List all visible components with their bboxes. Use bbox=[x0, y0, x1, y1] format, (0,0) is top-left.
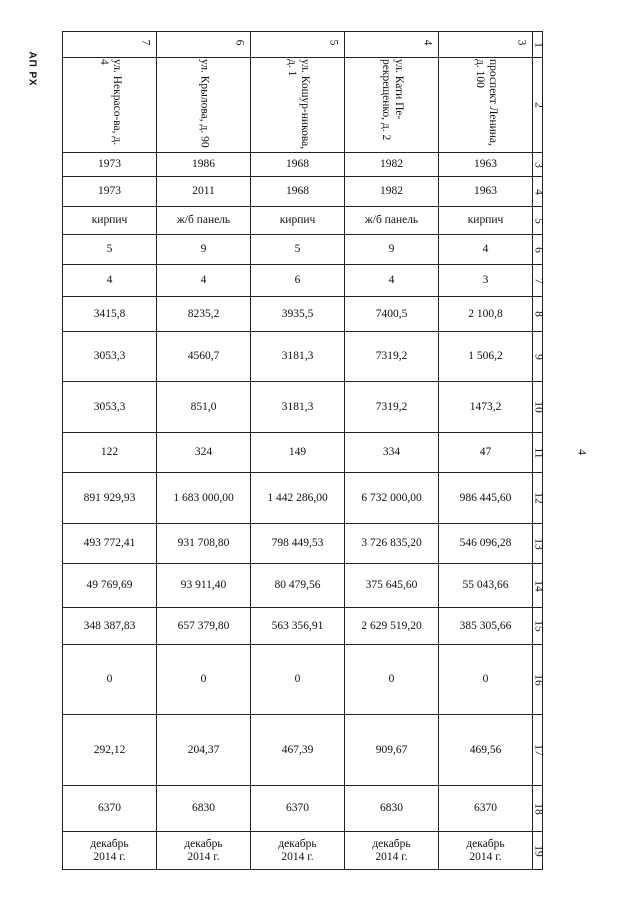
table-cell: 6 bbox=[251, 265, 345, 297]
table-cell: кирпич bbox=[63, 207, 157, 235]
table-cell: 493 772,41 bbox=[63, 524, 157, 564]
table-row bbox=[63, 524, 543, 564]
column-number: 3 bbox=[515, 39, 528, 46]
row-number: 12 bbox=[532, 492, 544, 504]
table-cell: кирпич bbox=[251, 207, 345, 235]
column-number-cell bbox=[63, 32, 157, 58]
row-number-cell bbox=[533, 32, 543, 58]
table-row bbox=[63, 332, 543, 382]
table-cell: 1963 bbox=[439, 177, 533, 207]
row-number-cell bbox=[533, 832, 543, 870]
date-month: декабрь bbox=[90, 837, 129, 850]
archive-stamp-text: АП РХ bbox=[26, 51, 38, 87]
table-cell: 1963 bbox=[439, 153, 533, 177]
table-cell: 1968 bbox=[251, 153, 345, 177]
table-cell: ж/б панель bbox=[157, 207, 251, 235]
table-cell: 3053,3 bbox=[63, 332, 157, 382]
row-number: 2 bbox=[532, 102, 544, 108]
table-cell: 6370 bbox=[439, 786, 533, 832]
date-year: 2014 г. bbox=[281, 850, 314, 863]
table-cell: 5 bbox=[251, 235, 345, 265]
table-cell: 149 bbox=[251, 433, 345, 473]
page-number bbox=[572, 444, 592, 460]
table-cell: 1973 bbox=[63, 177, 157, 207]
table-cell: 3181,3 bbox=[251, 382, 345, 433]
table-cell: 4 bbox=[439, 235, 533, 265]
table-cell: 3415,8 bbox=[63, 297, 157, 332]
row-number-cell bbox=[533, 177, 543, 207]
row-number: 1 bbox=[532, 41, 544, 48]
table-cell: 1982 bbox=[345, 177, 439, 207]
table-cell: 2011 bbox=[157, 177, 251, 207]
table-cell: 1982 bbox=[345, 153, 439, 177]
address-text: ул. Некрасо-ва, д. 4 bbox=[97, 59, 123, 146]
address-cell bbox=[157, 58, 251, 153]
row-number-cell bbox=[533, 58, 543, 153]
table-row bbox=[63, 265, 543, 297]
table-cell: 0 bbox=[345, 645, 439, 715]
table-cell: 657 379,80 bbox=[157, 608, 251, 645]
table-cell: 0 bbox=[439, 645, 533, 715]
table-cell: 55 043,66 bbox=[439, 564, 533, 608]
row-number: 18 bbox=[532, 802, 544, 815]
address-cell bbox=[345, 58, 439, 153]
table-cell: 1473,2 bbox=[439, 382, 533, 433]
table-cell: 5 bbox=[63, 235, 157, 265]
table-row bbox=[63, 564, 543, 608]
row-number-cell bbox=[533, 715, 543, 786]
table-cell: 798 449,53 bbox=[251, 524, 345, 564]
table-cell: 7400,5 bbox=[345, 297, 439, 332]
table-cell: 334 bbox=[345, 433, 439, 473]
table-cell: 7319,2 bbox=[345, 332, 439, 382]
table-row bbox=[63, 207, 543, 235]
table-cell: 6830 bbox=[157, 786, 251, 832]
table-row bbox=[63, 473, 543, 524]
date-month: декабрь bbox=[372, 837, 411, 850]
table-cell: 0 bbox=[251, 645, 345, 715]
table-cell: 6370 bbox=[251, 786, 345, 832]
row-number-cell bbox=[533, 207, 543, 235]
table-cell: 1986 bbox=[157, 153, 251, 177]
address-text: проспект Ленина, д. 100 bbox=[473, 59, 499, 146]
row-number-cell bbox=[533, 473, 543, 524]
table-row bbox=[63, 382, 543, 433]
housing-table bbox=[62, 31, 543, 870]
address-cell bbox=[63, 58, 157, 153]
table-cell: 3935,5 bbox=[251, 297, 345, 332]
table-cell: 80 479,56 bbox=[251, 564, 345, 608]
row-number: 15 bbox=[532, 620, 544, 632]
table-cell: 292,12 bbox=[63, 715, 157, 786]
table-cell: 1973 bbox=[63, 153, 157, 177]
date-cell bbox=[251, 832, 345, 870]
table-cell: 375 645,60 bbox=[345, 564, 439, 608]
table-row bbox=[63, 715, 543, 786]
column-number-row bbox=[63, 32, 543, 58]
table-cell: 9 bbox=[345, 235, 439, 265]
table-cell: 0 bbox=[157, 645, 251, 715]
table-cell: 1968 bbox=[251, 177, 345, 207]
column-number: 6 bbox=[233, 39, 246, 46]
table-cell: 546 096,28 bbox=[439, 524, 533, 564]
row-number-cell bbox=[533, 332, 543, 382]
table-cell: 986 445,60 bbox=[439, 473, 533, 524]
column-number: 7 bbox=[139, 39, 152, 46]
address-text: ул. Крылова, д. 90 bbox=[198, 59, 210, 148]
table-cell: 49 769,69 bbox=[63, 564, 157, 608]
row-number-cell bbox=[533, 564, 543, 608]
table-row bbox=[63, 786, 543, 832]
table-cell: кирпич bbox=[439, 207, 533, 235]
date-cell bbox=[63, 832, 157, 870]
row-number: 3 bbox=[532, 161, 544, 168]
row-number: 14 bbox=[532, 579, 544, 592]
table-cell: 9 bbox=[157, 235, 251, 265]
row-number: 5 bbox=[532, 217, 544, 224]
row-number-cell bbox=[533, 153, 543, 177]
table-cell: 563 356,91 bbox=[251, 608, 345, 645]
table-cell: 3181,3 bbox=[251, 332, 345, 382]
table-cell: 0 bbox=[63, 645, 157, 715]
table-cell: 2 100,8 bbox=[439, 297, 533, 332]
row-number: 17 bbox=[532, 744, 544, 756]
column-number: 5 bbox=[327, 39, 340, 46]
table-cell: 4560,7 bbox=[157, 332, 251, 382]
table-cell: 8235,2 bbox=[157, 297, 251, 332]
table-cell: 385 305,66 bbox=[439, 608, 533, 645]
table-row bbox=[63, 608, 543, 645]
date-cell bbox=[439, 832, 533, 870]
column-number-cell bbox=[251, 32, 345, 58]
page-number-text: 4 bbox=[575, 449, 590, 455]
table-cell: 7319,2 bbox=[345, 382, 439, 433]
table-cell: 1 683 000,00 bbox=[157, 473, 251, 524]
date-month: декабрь bbox=[278, 837, 317, 850]
row-number: 13 bbox=[532, 537, 544, 550]
row-number-cell bbox=[533, 786, 543, 832]
row-number: 16 bbox=[532, 673, 544, 686]
row-number: 8 bbox=[532, 311, 544, 317]
row-number-cell bbox=[533, 433, 543, 473]
table-cell: 47 bbox=[439, 433, 533, 473]
table-row bbox=[63, 235, 543, 265]
table-cell: 122 bbox=[63, 433, 157, 473]
date-month: декабрь bbox=[466, 837, 505, 850]
address-row bbox=[63, 58, 543, 153]
table-cell: 2 629 519,20 bbox=[345, 608, 439, 645]
row-number-cell bbox=[533, 608, 543, 645]
row-number: 19 bbox=[532, 844, 544, 857]
address-cell bbox=[251, 58, 345, 153]
table-cell: 324 bbox=[157, 433, 251, 473]
table-cell: 4 bbox=[157, 265, 251, 297]
row-number: 4 bbox=[532, 188, 544, 195]
date-year: 2014 г. bbox=[93, 850, 126, 863]
row-number-cell bbox=[533, 235, 543, 265]
date-cell bbox=[345, 832, 439, 870]
table-cell: 931 708,80 bbox=[157, 524, 251, 564]
row-number-cell bbox=[533, 645, 543, 715]
table-cell: 1 442 286,00 bbox=[251, 473, 345, 524]
table-cell: 909,67 bbox=[345, 715, 439, 786]
row-number: 9 bbox=[532, 353, 544, 360]
table-cell: 6830 bbox=[345, 786, 439, 832]
table-cell: 4 bbox=[345, 265, 439, 297]
table-cell: 891 929,93 bbox=[63, 473, 157, 524]
column-number-cell bbox=[345, 32, 439, 58]
date-year: 2014 г. bbox=[187, 850, 220, 863]
table-row bbox=[63, 177, 543, 207]
table-row bbox=[63, 297, 543, 332]
table-cell: 6 732 000,00 bbox=[345, 473, 439, 524]
archive-stamp bbox=[22, 44, 42, 94]
column-number-cell bbox=[157, 32, 251, 58]
table-row bbox=[63, 153, 543, 177]
table-cell: ж/б панель bbox=[345, 207, 439, 235]
address-text: ул. Кати Пе-рекрещенко, д. 2 bbox=[379, 59, 405, 141]
table-cell: 1 506,2 bbox=[439, 332, 533, 382]
row-number-cell bbox=[533, 382, 543, 433]
address-cell bbox=[439, 58, 533, 153]
table-cell: 4 bbox=[63, 265, 157, 297]
row-number: 6 bbox=[532, 246, 544, 253]
date-row bbox=[63, 832, 543, 870]
date-year: 2014 г. bbox=[469, 850, 502, 863]
table-cell: 93 911,40 bbox=[157, 564, 251, 608]
table-row bbox=[63, 645, 543, 715]
table-cell: 467,39 bbox=[251, 715, 345, 786]
column-number: 4 bbox=[421, 39, 434, 46]
column-number-cell bbox=[439, 32, 533, 58]
table-cell: 3 bbox=[439, 265, 533, 297]
table-cell: 3 726 835,20 bbox=[345, 524, 439, 564]
table-cell: 6370 bbox=[63, 786, 157, 832]
row-number: 10 bbox=[532, 401, 544, 413]
address-text: ул. Кошур-никова, д. 1 bbox=[285, 59, 311, 150]
date-year: 2014 г. bbox=[375, 850, 408, 863]
date-month: декабрь bbox=[184, 837, 223, 850]
row-number: 11 bbox=[532, 446, 544, 459]
table-cell: 3053,3 bbox=[63, 382, 157, 433]
table-row bbox=[63, 433, 543, 473]
row-number-cell bbox=[533, 265, 543, 297]
table-cell: 204,37 bbox=[157, 715, 251, 786]
date-cell bbox=[157, 832, 251, 870]
table-cell: 469,56 bbox=[439, 715, 533, 786]
table-cell: 851,0 bbox=[157, 382, 251, 433]
row-number: 7 bbox=[532, 277, 544, 284]
table-cell: 348 387,83 bbox=[63, 608, 157, 645]
row-number-cell bbox=[533, 297, 543, 332]
row-number-cell bbox=[533, 524, 543, 564]
